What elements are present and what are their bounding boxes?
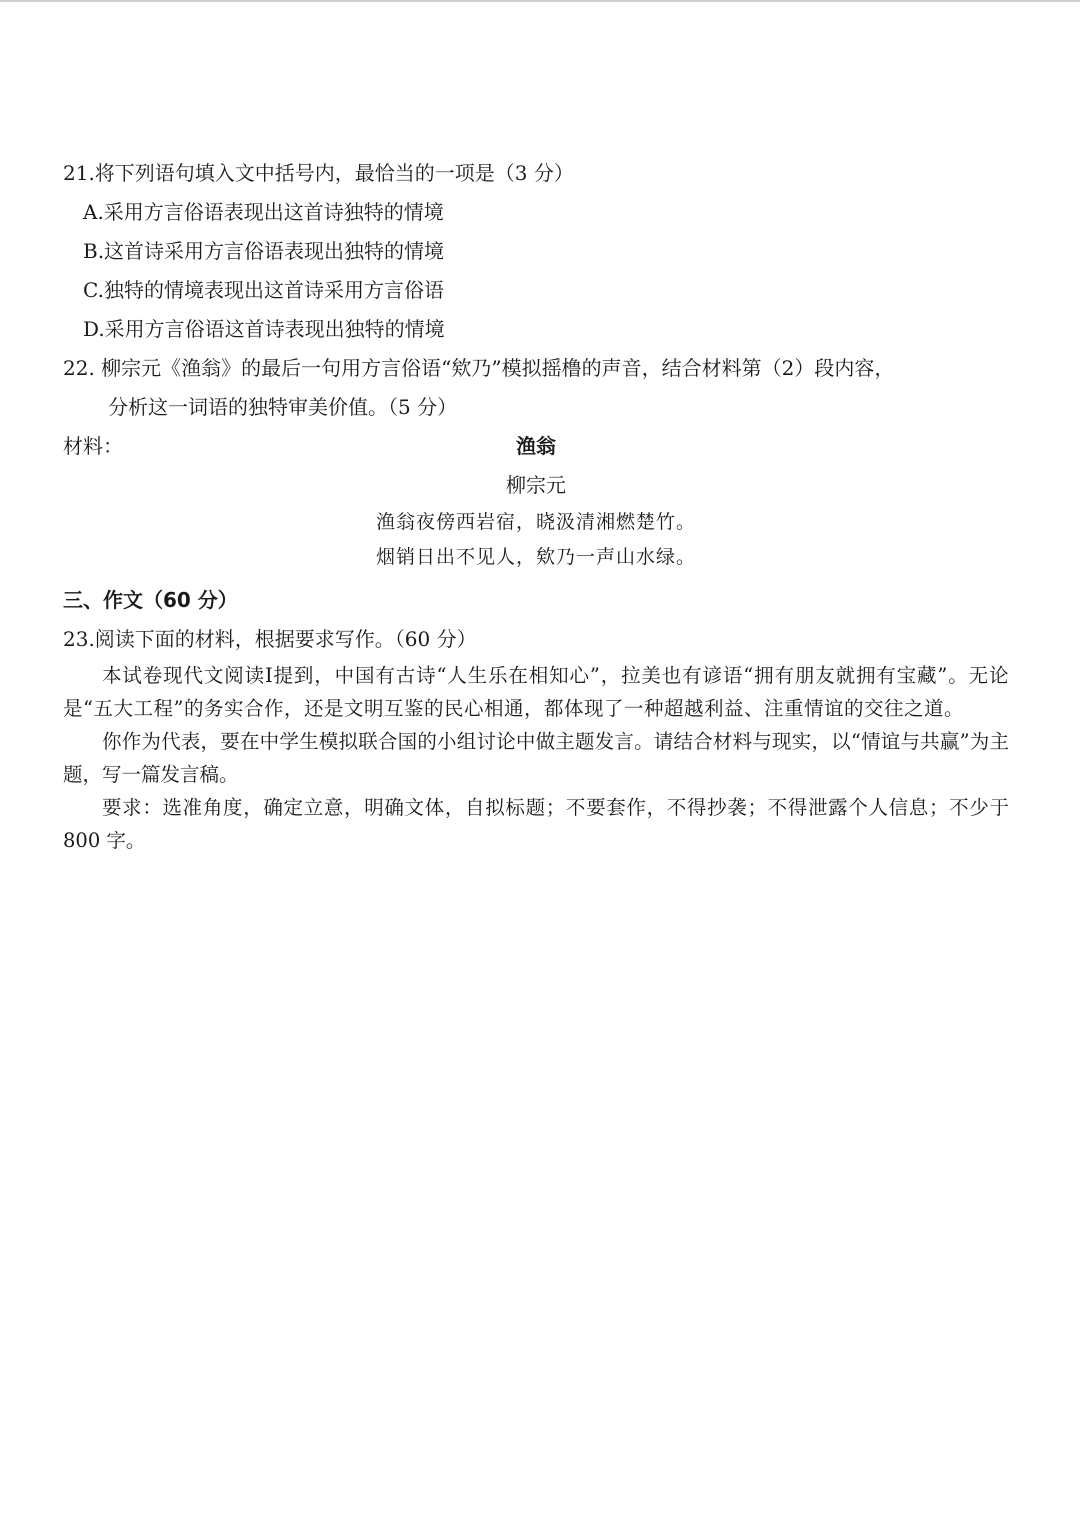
question-21-stem: 21.将下列语句填入文中括号内，最恰当的一项是（3 分）: [63, 161, 574, 185]
question-21-option-c: C.独特的情境表现出这首诗采用方言俗语: [83, 278, 444, 302]
question-21-option-d: D.采用方言俗语这首诗表现出独特的情境: [83, 317, 445, 341]
question-23-material-paragraph: 本试卷现代文阅读Ⅰ提到，中国有古诗“人生乐在相知心”，拉美也有谚语“拥有朋友就拥有宝藏”。无论是“五大工程”的务实合作，还是文明互鉴的民心相通，都体现了一种超越利益、注重情谊的交往之道。: [63, 664, 1009, 720]
question-23-requirements-paragraph: 要求：选准角度，确定立意，明确文体，自拟标题；不要套作，不得抄袭；不得泄露个人信息；不少于 800 字。: [63, 796, 1009, 852]
poem-line-1: 渔翁夜傍西岩宿，晓汲清湘燃楚竹。: [375, 511, 696, 533]
poem-author: 柳宗元: [506, 473, 566, 497]
question-22-stem: 22. 柳宗元《渔翁》的最后一句用方言俗语“欸乃”模拟摇橹的声音，结合材料第（2）段内容，: [63, 356, 895, 380]
question-21-option-a: A.采用方言俗语表现出这首诗独特的情境: [83, 200, 444, 224]
section-3-heading: 三、作文（60 分）: [63, 588, 238, 612]
exam-page-content: [63, 154, 1013, 857]
page-top-border: [0, 0, 1080, 2]
question-23-stem: 23.阅读下面的材料，根据要求写作。（60 分）: [63, 627, 477, 651]
question-23-task-paragraph: 你作为代表，要在中学生模拟联合国的小组讨论中做主题发言。请结合材料与现实，以“情谊与共赢”为主题，写一篇发言稿。: [63, 730, 1009, 786]
material-label: 材料：: [63, 434, 123, 458]
material-header: [63, 427, 1013, 466]
question-22-stem-continued: 分析这一词语的独特审美价值。（5 分）: [108, 395, 458, 419]
poem-title: 渔翁: [516, 434, 556, 458]
question-21-option-b: B.这首诗采用方言俗语表现出独特的情境: [83, 239, 445, 263]
poem-line-2: 烟销日出不见人，欸乃一声山水绿。: [375, 546, 696, 568]
